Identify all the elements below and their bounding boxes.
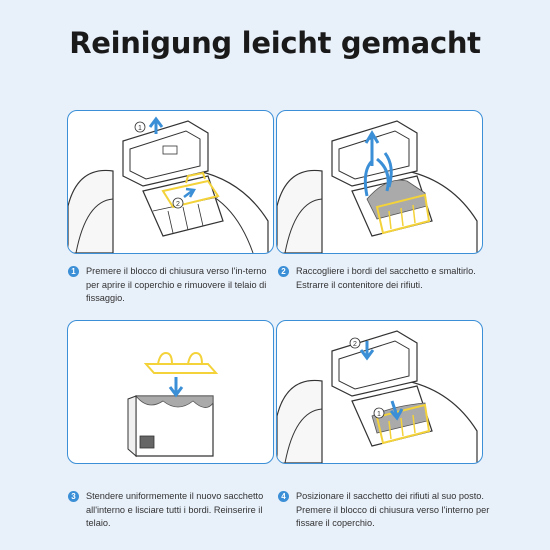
step-text: Premere il blocco di chiusura verso l'in-terno per aprire il coperchio e rimuovere il telaio di fissaggio.: [86, 266, 267, 303]
step-number-badge: 1: [68, 266, 79, 277]
illustration-panel-step-2: [276, 110, 483, 254]
illustration-panel-step-4: [276, 320, 483, 464]
callout-2: 2: [353, 341, 357, 348]
step-text: Stendere uniformemente il nuovo sacchetto all'interno e lisciare tutti i bordi. Reinserire il telaio.: [86, 491, 264, 528]
step-number-badge: 3: [68, 491, 79, 502]
callout-1: 1: [138, 125, 142, 132]
remove-bag-illustration: [277, 111, 482, 253]
page-title: Reinigung leicht gemacht: [69, 26, 481, 60]
callout-2: 2: [176, 201, 180, 208]
open-lid-illustration: [68, 111, 273, 253]
step-text: Posizionare il sacchetto dei rifiuti al suo posto. Premere il blocco di chiusura verso l'interno per fissare il coperchio.: [296, 491, 490, 528]
close-lid-illustration: [277, 321, 482, 463]
new-bag-illustration: [68, 321, 273, 463]
step-number-badge: 2: [278, 266, 289, 277]
step-text: Raccogliere i bordi del sacchetto e smaltirlo. Estrarre il contenitore dei rifiuti.: [296, 266, 476, 290]
illustration-panel-step-1: [67, 110, 274, 254]
step-number-badge: 4: [278, 491, 289, 502]
callout-1: 1: [377, 411, 381, 418]
illustration-panel-step-3: [67, 320, 274, 464]
